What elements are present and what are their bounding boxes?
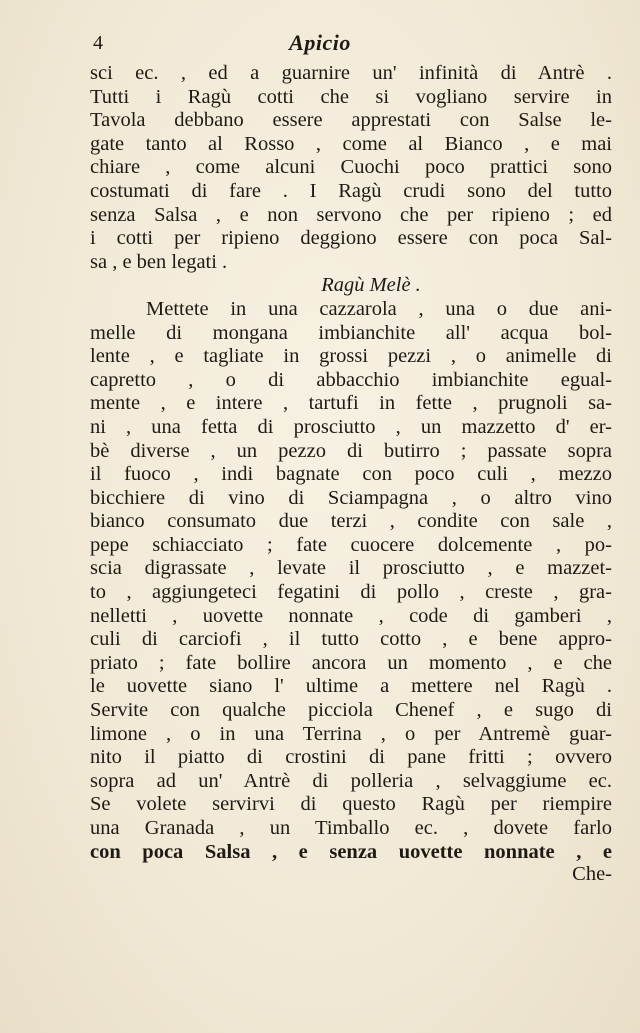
text-line: Se volete servirvi di questo Ragù per riempire xyxy=(90,793,612,816)
text-line: priato ; fate bollire ancora un momento , e che xyxy=(90,651,612,674)
text-line: costumati di fare . I Ragù crudi sono del tutto xyxy=(90,179,612,202)
text-line: senza Salsa , e non servono che per ripieno ; ed xyxy=(90,203,612,226)
text-line: bè diverse , un pezzo di butirro ; passate sopra xyxy=(90,439,612,462)
catchword: Che- xyxy=(572,863,612,886)
text-line: gate tanto al Rosso , come al Bianco , e mai xyxy=(90,132,612,155)
text-line: le uovette siano l' ultime a mettere nel Ragù . xyxy=(90,675,612,698)
text-line: to , aggiungeteci fegatini di pollo , creste , gra- xyxy=(90,581,612,604)
text-line: bianco consumato due terzi , condite con sale , xyxy=(90,510,612,533)
text-line: sa , e ben legati . xyxy=(90,250,228,273)
text-line: con poca Salsa , e senza uovette nonnate , e xyxy=(90,840,612,863)
text-line: culi di carciofi , il tutto cotto , e bene appro- xyxy=(90,628,612,651)
text-line: lente , e tagliate in grossi pezzi , o animelle di xyxy=(90,345,612,368)
running-head: Apicio xyxy=(289,30,351,55)
text-line: Tavola debbano essere apprestati con Salse le- xyxy=(90,109,612,132)
text-line: Servite con qualche picciola Chenef , e sugo di xyxy=(90,699,612,722)
text-line: Tutti i Ragù cotti che si vogliano servire in xyxy=(90,85,612,108)
text-line: sopra ad un' Antrè di polleria , selvaggiume ec. xyxy=(90,769,612,792)
text-line: nelletti , uovette nonnate , code di gamberi , xyxy=(90,604,612,627)
text-line: chiare , come alcuni Cuochi poco prattici sono xyxy=(90,156,612,179)
text-line: mente , e intere , tartufi in fette , prugnoli sa- xyxy=(90,392,612,415)
text-line: limone , o in una Terrina , o per Antremè guar- xyxy=(90,722,612,745)
page-number: 4 xyxy=(93,32,103,54)
page-header xyxy=(0,30,640,60)
recipe-heading: Ragù Melè . xyxy=(321,274,421,297)
text-line: pepe schiacciato ; fate cuocere dolcemente , po- xyxy=(90,533,612,556)
text-line: scia digrassate , levate il prosciutto , e mazzet- xyxy=(90,557,612,580)
text-line: capretto , o di abbacchio imbianchite egual- xyxy=(90,368,612,391)
text-line: una Granada , un Timballo ec. , dovete farlo xyxy=(90,817,612,839)
text-line: melle di mongana imbianchite all' acqua bol- xyxy=(90,321,612,344)
body-text xyxy=(90,62,612,887)
text-line: sci ec. , ed a guarnire un' infinità di Antrè . xyxy=(90,62,612,84)
text-line: il fuoco , indi bagnate con poco culi , mezzo xyxy=(90,463,612,486)
text-line: bicchiere di vino di Sciampagna , o altro vino xyxy=(90,486,612,509)
text-line: nito il piatto di crostini di pane fritti ; ovvero xyxy=(90,746,612,769)
text-line: i cotti per ripieno deggiono essere con poca Sal- xyxy=(90,227,612,250)
text-line: ni , una fetta di prosciutto , un mazzetto d' er- xyxy=(90,415,612,438)
text-line: Mettete in una cazzarola , una o due ani- xyxy=(146,297,612,320)
